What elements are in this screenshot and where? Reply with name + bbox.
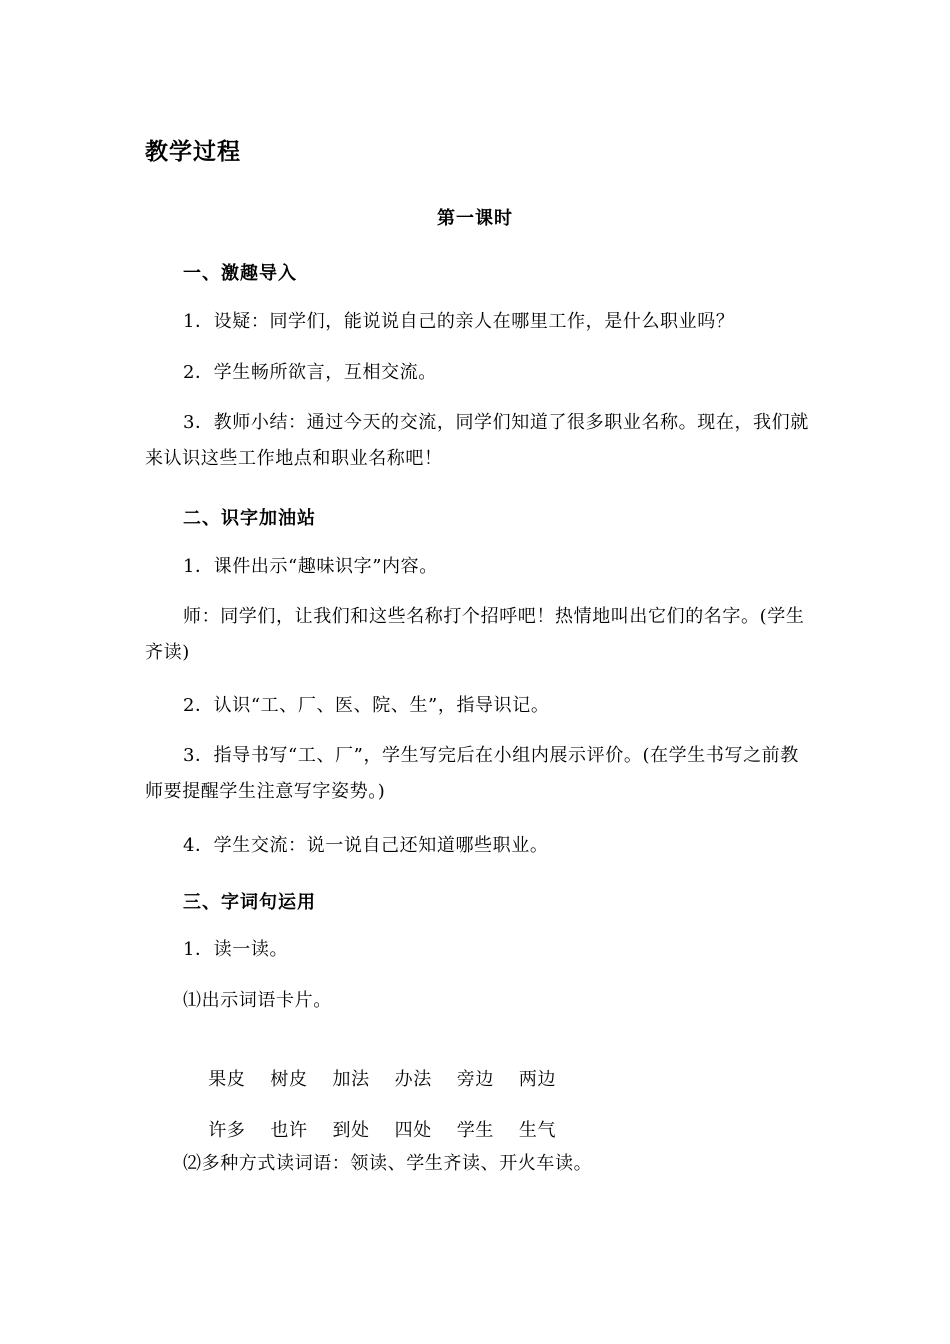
word: 到处 [332, 1120, 370, 1141]
paragraph: 2．学生畅所欲言，互相交流。 [183, 362, 437, 383]
lesson-title: 第一课时 [437, 208, 513, 229]
paragraph: 1．读一读。 [183, 939, 289, 960]
section-heading: 一、激趣导入 [183, 263, 297, 284]
paragraph: 师：同学们，让我们和这些名称打个招呼吧！热情地叫出它们的名字。(学生齐读) [145, 606, 805, 663]
word: 树皮 [270, 1069, 308, 1090]
paragraph: 4．学生交流：说一说自己还知道哪些职业。 [183, 835, 549, 856]
section-heading: 二、识字加油站 [183, 508, 316, 529]
paragraph: 3．教师小结：通过今天的交流，同学们知道了很多职业名称。现在，我们就来认识这些工作地点和职业名称吧！ [145, 412, 809, 469]
paragraph: 2．认识“工、厂、医、院、生”，指导识记。 [183, 695, 550, 716]
word: 加法 [332, 1069, 370, 1090]
paragraph: ⑵多种方式读词语：领读、学生齐读、开火车读。 [183, 1153, 593, 1174]
word: 学生 [456, 1120, 494, 1141]
paragraph: 1．课件出示“趣味识字”内容。 [183, 556, 438, 577]
word: 四处 [394, 1120, 432, 1141]
paragraph: ⑴出示词语卡片。 [183, 990, 332, 1011]
word: 果皮 [208, 1069, 246, 1090]
word: 旁边 [456, 1069, 494, 1090]
word: 也许 [270, 1120, 308, 1141]
document-title: 教学过程 [145, 139, 241, 165]
word: 许多 [208, 1120, 246, 1141]
word: 两边 [518, 1069, 557, 1090]
paragraph: 1．设疑：同学们，能说说自己的亲人在哪里工作，是什么职业吗？ [183, 311, 735, 332]
word: 生气 [518, 1120, 557, 1141]
section-heading: 三、字词句运用 [183, 892, 316, 913]
word: 办法 [394, 1069, 432, 1090]
paragraph: 3．指导书写“工、厂”，学生写完后在小组内展示评价。(在学生书写之前教师要提醒学生注意写字姿势。) [145, 745, 799, 802]
